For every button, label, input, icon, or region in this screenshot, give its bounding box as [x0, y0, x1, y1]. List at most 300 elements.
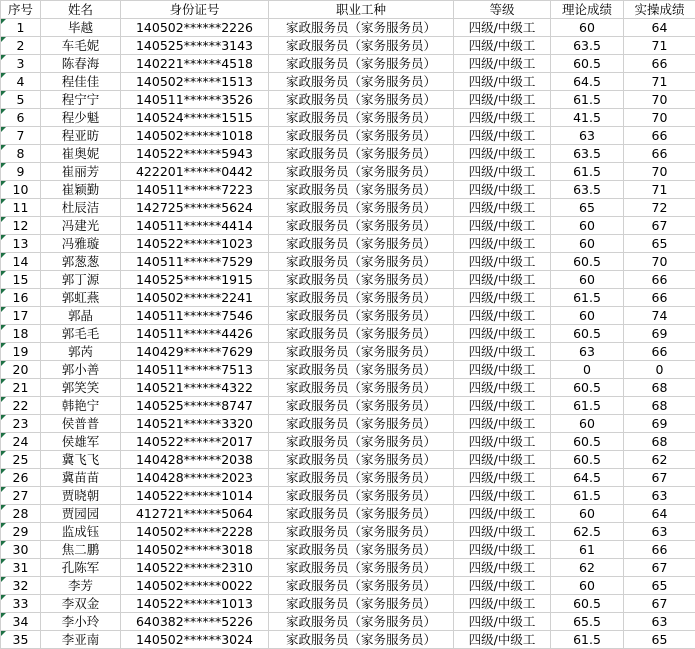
cell-occupation[interactable] [269, 523, 454, 541]
cell-seq[interactable] [1, 577, 41, 595]
cell-name[interactable] [41, 541, 121, 559]
cell-occupation[interactable] [269, 289, 454, 307]
cell-seq[interactable] [1, 523, 41, 541]
cell-theory-score[interactable] [551, 523, 624, 541]
cell-practical-score[interactable] [624, 325, 695, 343]
cell-level[interactable] [454, 595, 551, 613]
cell-seq[interactable] [1, 595, 41, 613]
cell-name[interactable] [41, 343, 121, 361]
cell-name[interactable] [41, 91, 121, 109]
cell-level[interactable] [454, 19, 551, 37]
cell-seq[interactable] [1, 451, 41, 469]
cell-id-number[interactable] [121, 361, 269, 379]
cell-occupation[interactable] [269, 505, 454, 523]
cell-level[interactable] [454, 289, 551, 307]
cell-theory-score[interactable] [551, 577, 624, 595]
cell-theory-score[interactable] [551, 595, 624, 613]
cell-occupation[interactable] [269, 451, 454, 469]
cell-occupation[interactable] [269, 55, 454, 73]
cell-seq[interactable] [1, 559, 41, 577]
cell-occupation[interactable] [269, 307, 454, 325]
cell-occupation[interactable] [269, 37, 454, 55]
level-value: 四级/中级工 [468, 164, 536, 179]
col-header-name[interactable]: 姓名 [41, 1, 121, 19]
cell-id-number[interactable] [121, 541, 269, 559]
cell-theory-score[interactable] [551, 91, 624, 109]
cell-practical-score[interactable] [624, 487, 695, 505]
cell-occupation[interactable] [269, 631, 454, 649]
cell-level[interactable] [454, 37, 551, 55]
seq-value: 2 [16, 38, 25, 53]
cell-level[interactable] [454, 73, 551, 91]
cell-seq[interactable] [1, 181, 41, 199]
cell-name[interactable] [41, 577, 121, 595]
cell-id-number[interactable] [121, 37, 269, 55]
theory-score-value: 60.5 [573, 380, 601, 395]
cell-id-number[interactable] [121, 73, 269, 91]
cell-occupation[interactable] [269, 73, 454, 91]
cell-practical-score[interactable] [624, 541, 695, 559]
cell-occupation[interactable] [269, 325, 454, 343]
cell-name[interactable] [41, 631, 121, 649]
cell-id-number[interactable] [121, 19, 269, 37]
cell-practical-score[interactable] [624, 235, 695, 253]
cell-occupation[interactable] [269, 271, 454, 289]
cell-id-number[interactable] [121, 397, 269, 415]
name-value: 侯普普 [61, 416, 100, 431]
cell-level[interactable] [454, 109, 551, 127]
cell-practical-score[interactable] [624, 505, 695, 523]
cell-theory-score[interactable] [551, 217, 624, 235]
cell-id-number[interactable] [121, 307, 269, 325]
col-header-seq[interactable]: 序号 [1, 1, 41, 19]
cell-theory-score[interactable] [551, 343, 624, 361]
cell-practical-score[interactable] [624, 91, 695, 109]
cell-theory-score[interactable] [551, 181, 624, 199]
cell-theory-score[interactable] [551, 109, 624, 127]
cell-seq[interactable] [1, 505, 41, 523]
cell-practical-score[interactable] [624, 307, 695, 325]
cell-theory-score[interactable] [551, 613, 624, 631]
practical-score-value: 69 [651, 416, 668, 431]
col-header-practical-score[interactable]: 实操成绩 [624, 1, 695, 19]
cell-seq[interactable] [1, 343, 41, 361]
cell-level[interactable] [454, 379, 551, 397]
cell-name[interactable] [41, 559, 121, 577]
cell-name[interactable] [41, 451, 121, 469]
cell-id-number[interactable] [121, 505, 269, 523]
cell-seq[interactable] [1, 307, 41, 325]
cell-theory-score[interactable] [551, 415, 624, 433]
cell-occupation[interactable] [269, 613, 454, 631]
practical-score-value: 72 [651, 200, 668, 215]
seq-value: 12 [12, 218, 29, 233]
cell-id-number[interactable] [121, 451, 269, 469]
cell-id-number[interactable] [121, 415, 269, 433]
level-value: 四级/中级工 [468, 452, 536, 467]
cell-occupation[interactable] [269, 145, 454, 163]
cell-occupation[interactable] [269, 595, 454, 613]
practical-score-value: 68 [651, 398, 668, 413]
cell-name[interactable] [41, 523, 121, 541]
cell-name[interactable] [41, 55, 121, 73]
cell-occupation[interactable] [269, 199, 454, 217]
cell-theory-score[interactable] [551, 433, 624, 451]
occupation-value: 家政服务员（家务服务员） [285, 272, 436, 287]
cell-practical-score[interactable] [624, 631, 695, 649]
cell-seq[interactable] [1, 235, 41, 253]
cell-level[interactable] [454, 577, 551, 595]
cell-practical-score[interactable] [624, 145, 695, 163]
cell-theory-score[interactable] [551, 469, 624, 487]
cell-id-number[interactable] [121, 253, 269, 271]
cell-name[interactable] [41, 361, 121, 379]
theory-score-value: 63 [579, 344, 595, 359]
cell-level[interactable] [454, 559, 551, 577]
cell-occupation[interactable] [269, 217, 454, 235]
cell-theory-score[interactable] [551, 397, 624, 415]
cell-occupation[interactable] [269, 19, 454, 37]
cell-seq[interactable] [1, 397, 41, 415]
cell-id-number[interactable] [121, 325, 269, 343]
cell-level[interactable] [454, 631, 551, 649]
cell-practical-score[interactable] [624, 613, 695, 631]
cell-theory-score[interactable] [551, 55, 624, 73]
cell-practical-score[interactable] [624, 343, 695, 361]
cell-practical-score[interactable] [624, 181, 695, 199]
cell-theory-score[interactable] [551, 505, 624, 523]
number-as-text-error-icon [1, 37, 6, 42]
id-number-value: 140502******2241 [135, 290, 254, 305]
cell-name[interactable] [41, 613, 121, 631]
cell-occupation[interactable] [269, 469, 454, 487]
col-header-occupation[interactable]: 职业工种 [269, 1, 454, 19]
cell-theory-score[interactable] [551, 289, 624, 307]
cell-occupation[interactable] [269, 487, 454, 505]
cell-id-number[interactable] [121, 163, 269, 181]
cell-seq[interactable] [1, 631, 41, 649]
cell-name[interactable] [41, 487, 121, 505]
cell-level[interactable] [454, 91, 551, 109]
cell-name[interactable] [41, 109, 121, 127]
cell-theory-score[interactable] [551, 559, 624, 577]
cell-practical-score[interactable] [624, 379, 695, 397]
seq-value: 18 [12, 326, 29, 341]
cell-practical-score[interactable] [624, 433, 695, 451]
cell-name[interactable] [41, 595, 121, 613]
cell-theory-score[interactable] [551, 19, 624, 37]
cell-practical-score[interactable] [624, 19, 695, 37]
cell-name[interactable] [41, 127, 121, 145]
cell-theory-score[interactable] [551, 307, 624, 325]
cell-id-number[interactable] [121, 469, 269, 487]
cell-id-number[interactable] [121, 181, 269, 199]
cell-seq[interactable] [1, 379, 41, 397]
cell-theory-score[interactable] [551, 235, 624, 253]
cell-practical-score[interactable] [624, 253, 695, 271]
cell-seq[interactable] [1, 19, 41, 37]
cell-theory-score[interactable] [551, 271, 624, 289]
cell-name[interactable] [41, 469, 121, 487]
cell-occupation[interactable] [269, 433, 454, 451]
seq-value: 7 [16, 128, 25, 143]
table-row [1, 235, 695, 253]
table-row [1, 433, 695, 451]
cell-theory-score[interactable] [551, 325, 624, 343]
cell-id-number[interactable] [121, 595, 269, 613]
cell-practical-score[interactable] [624, 271, 695, 289]
cell-level[interactable] [454, 613, 551, 631]
cell-practical-score[interactable] [624, 73, 695, 91]
cell-level[interactable] [454, 235, 551, 253]
cell-occupation[interactable] [269, 235, 454, 253]
cell-id-number[interactable] [121, 91, 269, 109]
cell-level[interactable] [454, 307, 551, 325]
cell-level[interactable] [454, 451, 551, 469]
theory-score-value: 60.5 [573, 326, 601, 341]
id-number-value: 140524******1515 [135, 110, 254, 125]
cell-theory-score[interactable] [551, 37, 624, 55]
cell-seq[interactable] [1, 163, 41, 181]
col-header-theory-score[interactable]: 理论成绩 [551, 1, 624, 19]
cell-name[interactable] [41, 415, 121, 433]
cell-occupation[interactable] [269, 379, 454, 397]
cell-occupation[interactable] [269, 163, 454, 181]
cell-level[interactable] [454, 145, 551, 163]
cell-name[interactable] [41, 217, 121, 235]
cell-seq[interactable] [1, 253, 41, 271]
cell-id-number[interactable] [121, 379, 269, 397]
cell-id-number[interactable] [121, 217, 269, 235]
table-row [1, 37, 695, 55]
cell-practical-score[interactable] [624, 361, 695, 379]
cell-seq[interactable] [1, 127, 41, 145]
name-value: 车毛妮 [61, 38, 100, 53]
practical-score-value: 70 [651, 110, 668, 125]
cell-name[interactable] [41, 73, 121, 91]
practical-score-value: 66 [651, 272, 668, 287]
cell-seq[interactable] [1, 91, 41, 109]
cell-seq[interactable] [1, 433, 41, 451]
cell-occupation[interactable] [269, 559, 454, 577]
cell-seq[interactable] [1, 361, 41, 379]
cell-name[interactable] [41, 505, 121, 523]
col-header-level[interactable]: 等级 [454, 1, 551, 19]
cell-occupation[interactable] [269, 397, 454, 415]
cell-level[interactable] [454, 253, 551, 271]
cell-practical-score[interactable] [624, 397, 695, 415]
occupation-value: 家政服务员（家务服务员） [285, 56, 436, 71]
cell-id-number[interactable] [121, 127, 269, 145]
cell-level[interactable] [454, 55, 551, 73]
cell-level[interactable] [454, 433, 551, 451]
cell-theory-score[interactable] [551, 73, 624, 91]
practical-score-value: 64 [651, 506, 668, 521]
cell-occupation[interactable] [269, 109, 454, 127]
cell-id-number[interactable] [121, 343, 269, 361]
cell-practical-score[interactable] [624, 451, 695, 469]
cell-practical-score[interactable] [624, 127, 695, 145]
theory-score-value: 60.5 [573, 434, 601, 449]
cell-occupation[interactable] [269, 577, 454, 595]
cell-practical-score[interactable] [624, 37, 695, 55]
cell-theory-score[interactable] [551, 199, 624, 217]
cell-practical-score[interactable] [624, 577, 695, 595]
cell-occupation[interactable] [269, 541, 454, 559]
table-row [1, 91, 695, 109]
cell-level[interactable] [454, 199, 551, 217]
cell-practical-score[interactable] [624, 217, 695, 235]
cell-level[interactable] [454, 217, 551, 235]
id-number-value: 140502******0022 [135, 578, 254, 593]
cell-theory-score[interactable] [551, 163, 624, 181]
cell-id-number[interactable] [121, 145, 269, 163]
cell-name[interactable] [41, 163, 121, 181]
cell-name[interactable] [41, 19, 121, 37]
level-value: 四级/中级工 [468, 578, 536, 593]
cell-id-number[interactable] [121, 631, 269, 649]
cell-name[interactable] [41, 199, 121, 217]
cell-occupation[interactable] [269, 91, 454, 109]
cell-practical-score[interactable] [624, 289, 695, 307]
level-value: 四级/中级工 [468, 146, 536, 161]
cell-name[interactable] [41, 253, 121, 271]
cell-name[interactable] [41, 37, 121, 55]
cell-seq[interactable] [1, 289, 41, 307]
cell-practical-score[interactable] [624, 199, 695, 217]
cell-id-number[interactable] [121, 289, 269, 307]
cell-practical-score[interactable] [624, 559, 695, 577]
cell-seq[interactable] [1, 487, 41, 505]
cell-theory-score[interactable] [551, 631, 624, 649]
cell-id-number[interactable] [121, 433, 269, 451]
number-as-text-error-icon [1, 433, 6, 438]
cell-level[interactable] [454, 181, 551, 199]
cell-seq[interactable] [1, 415, 41, 433]
cell-occupation[interactable] [269, 343, 454, 361]
cell-name[interactable] [41, 235, 121, 253]
cell-occupation[interactable] [269, 415, 454, 433]
cell-name[interactable] [41, 145, 121, 163]
cell-occupation[interactable] [269, 127, 454, 145]
table-row [1, 325, 695, 343]
table-row [1, 505, 695, 523]
cell-practical-score[interactable] [624, 109, 695, 127]
cell-level[interactable] [454, 397, 551, 415]
practical-score-value: 65 [651, 632, 668, 647]
cell-level[interactable] [454, 127, 551, 145]
cell-name[interactable] [41, 325, 121, 343]
cell-seq[interactable] [1, 109, 41, 127]
cell-level[interactable] [454, 343, 551, 361]
cell-name[interactable] [41, 181, 121, 199]
cell-practical-score[interactable] [624, 523, 695, 541]
cell-seq[interactable] [1, 217, 41, 235]
name-value: 韩艳宁 [61, 398, 100, 413]
level-value: 四级/中级工 [468, 38, 536, 53]
cell-level[interactable] [454, 325, 551, 343]
cell-theory-score[interactable] [551, 253, 624, 271]
cell-level[interactable] [454, 487, 551, 505]
number-as-text-error-icon [1, 127, 6, 132]
cell-name[interactable] [41, 307, 121, 325]
number-as-text-error-icon [1, 451, 6, 456]
cell-level[interactable] [454, 271, 551, 289]
cell-id-number[interactable] [121, 487, 269, 505]
cell-id-number[interactable] [121, 199, 269, 217]
cell-level[interactable] [454, 505, 551, 523]
cell-name[interactable] [41, 271, 121, 289]
cell-theory-score[interactable] [551, 541, 624, 559]
cell-id-number[interactable] [121, 235, 269, 253]
name-value: 李双金 [61, 596, 100, 611]
cell-seq[interactable] [1, 541, 41, 559]
level-value: 四级/中级工 [468, 326, 536, 341]
cell-seq[interactable] [1, 199, 41, 217]
cell-theory-score[interactable] [551, 127, 624, 145]
cell-practical-score[interactable] [624, 595, 695, 613]
cell-level[interactable] [454, 469, 551, 487]
cell-theory-score[interactable] [551, 487, 624, 505]
cell-seq[interactable] [1, 271, 41, 289]
cell-name[interactable] [41, 379, 121, 397]
occupation-value: 家政服务员（家务服务员） [285, 344, 436, 359]
cell-id-number[interactable] [121, 55, 269, 73]
cell-level[interactable] [454, 523, 551, 541]
cell-name[interactable] [41, 433, 121, 451]
cell-name[interactable] [41, 289, 121, 307]
cell-practical-score[interactable] [624, 469, 695, 487]
cell-theory-score[interactable] [551, 145, 624, 163]
seq-value: 21 [12, 380, 29, 395]
cell-practical-score[interactable] [624, 415, 695, 433]
cell-id-number[interactable] [121, 109, 269, 127]
cell-level[interactable] [454, 361, 551, 379]
cell-level[interactable] [454, 415, 551, 433]
col-header-id-number[interactable]: 身份证号 [121, 1, 269, 19]
cell-occupation[interactable] [269, 361, 454, 379]
cell-theory-score[interactable] [551, 379, 624, 397]
cell-practical-score[interactable] [624, 55, 695, 73]
cell-seq[interactable] [1, 55, 41, 73]
cell-id-number[interactable] [121, 523, 269, 541]
level-value: 四级/中级工 [468, 632, 536, 647]
cell-level[interactable] [454, 163, 551, 181]
cell-seq[interactable] [1, 325, 41, 343]
cell-seq[interactable] [1, 469, 41, 487]
occupation-value: 家政服务员（家务服务员） [285, 416, 436, 431]
cell-id-number[interactable] [121, 577, 269, 595]
cell-level[interactable] [454, 541, 551, 559]
number-as-text-error-icon [1, 217, 6, 222]
cell-seq[interactable] [1, 73, 41, 91]
theory-score-value: 60 [579, 506, 595, 521]
cell-theory-score[interactable] [551, 361, 624, 379]
cell-theory-score[interactable] [551, 451, 624, 469]
cell-id-number[interactable] [121, 559, 269, 577]
cell-seq[interactable] [1, 145, 41, 163]
cell-occupation[interactable] [269, 181, 454, 199]
cell-id-number[interactable] [121, 271, 269, 289]
id-number-value: 140511******4414 [135, 218, 254, 233]
cell-occupation[interactable] [269, 253, 454, 271]
cell-name[interactable] [41, 397, 121, 415]
cell-practical-score[interactable] [624, 163, 695, 181]
cell-id-number[interactable] [121, 613, 269, 631]
cell-seq[interactable] [1, 37, 41, 55]
cell-seq[interactable] [1, 613, 41, 631]
id-number-value: 140521******3320 [135, 416, 254, 431]
